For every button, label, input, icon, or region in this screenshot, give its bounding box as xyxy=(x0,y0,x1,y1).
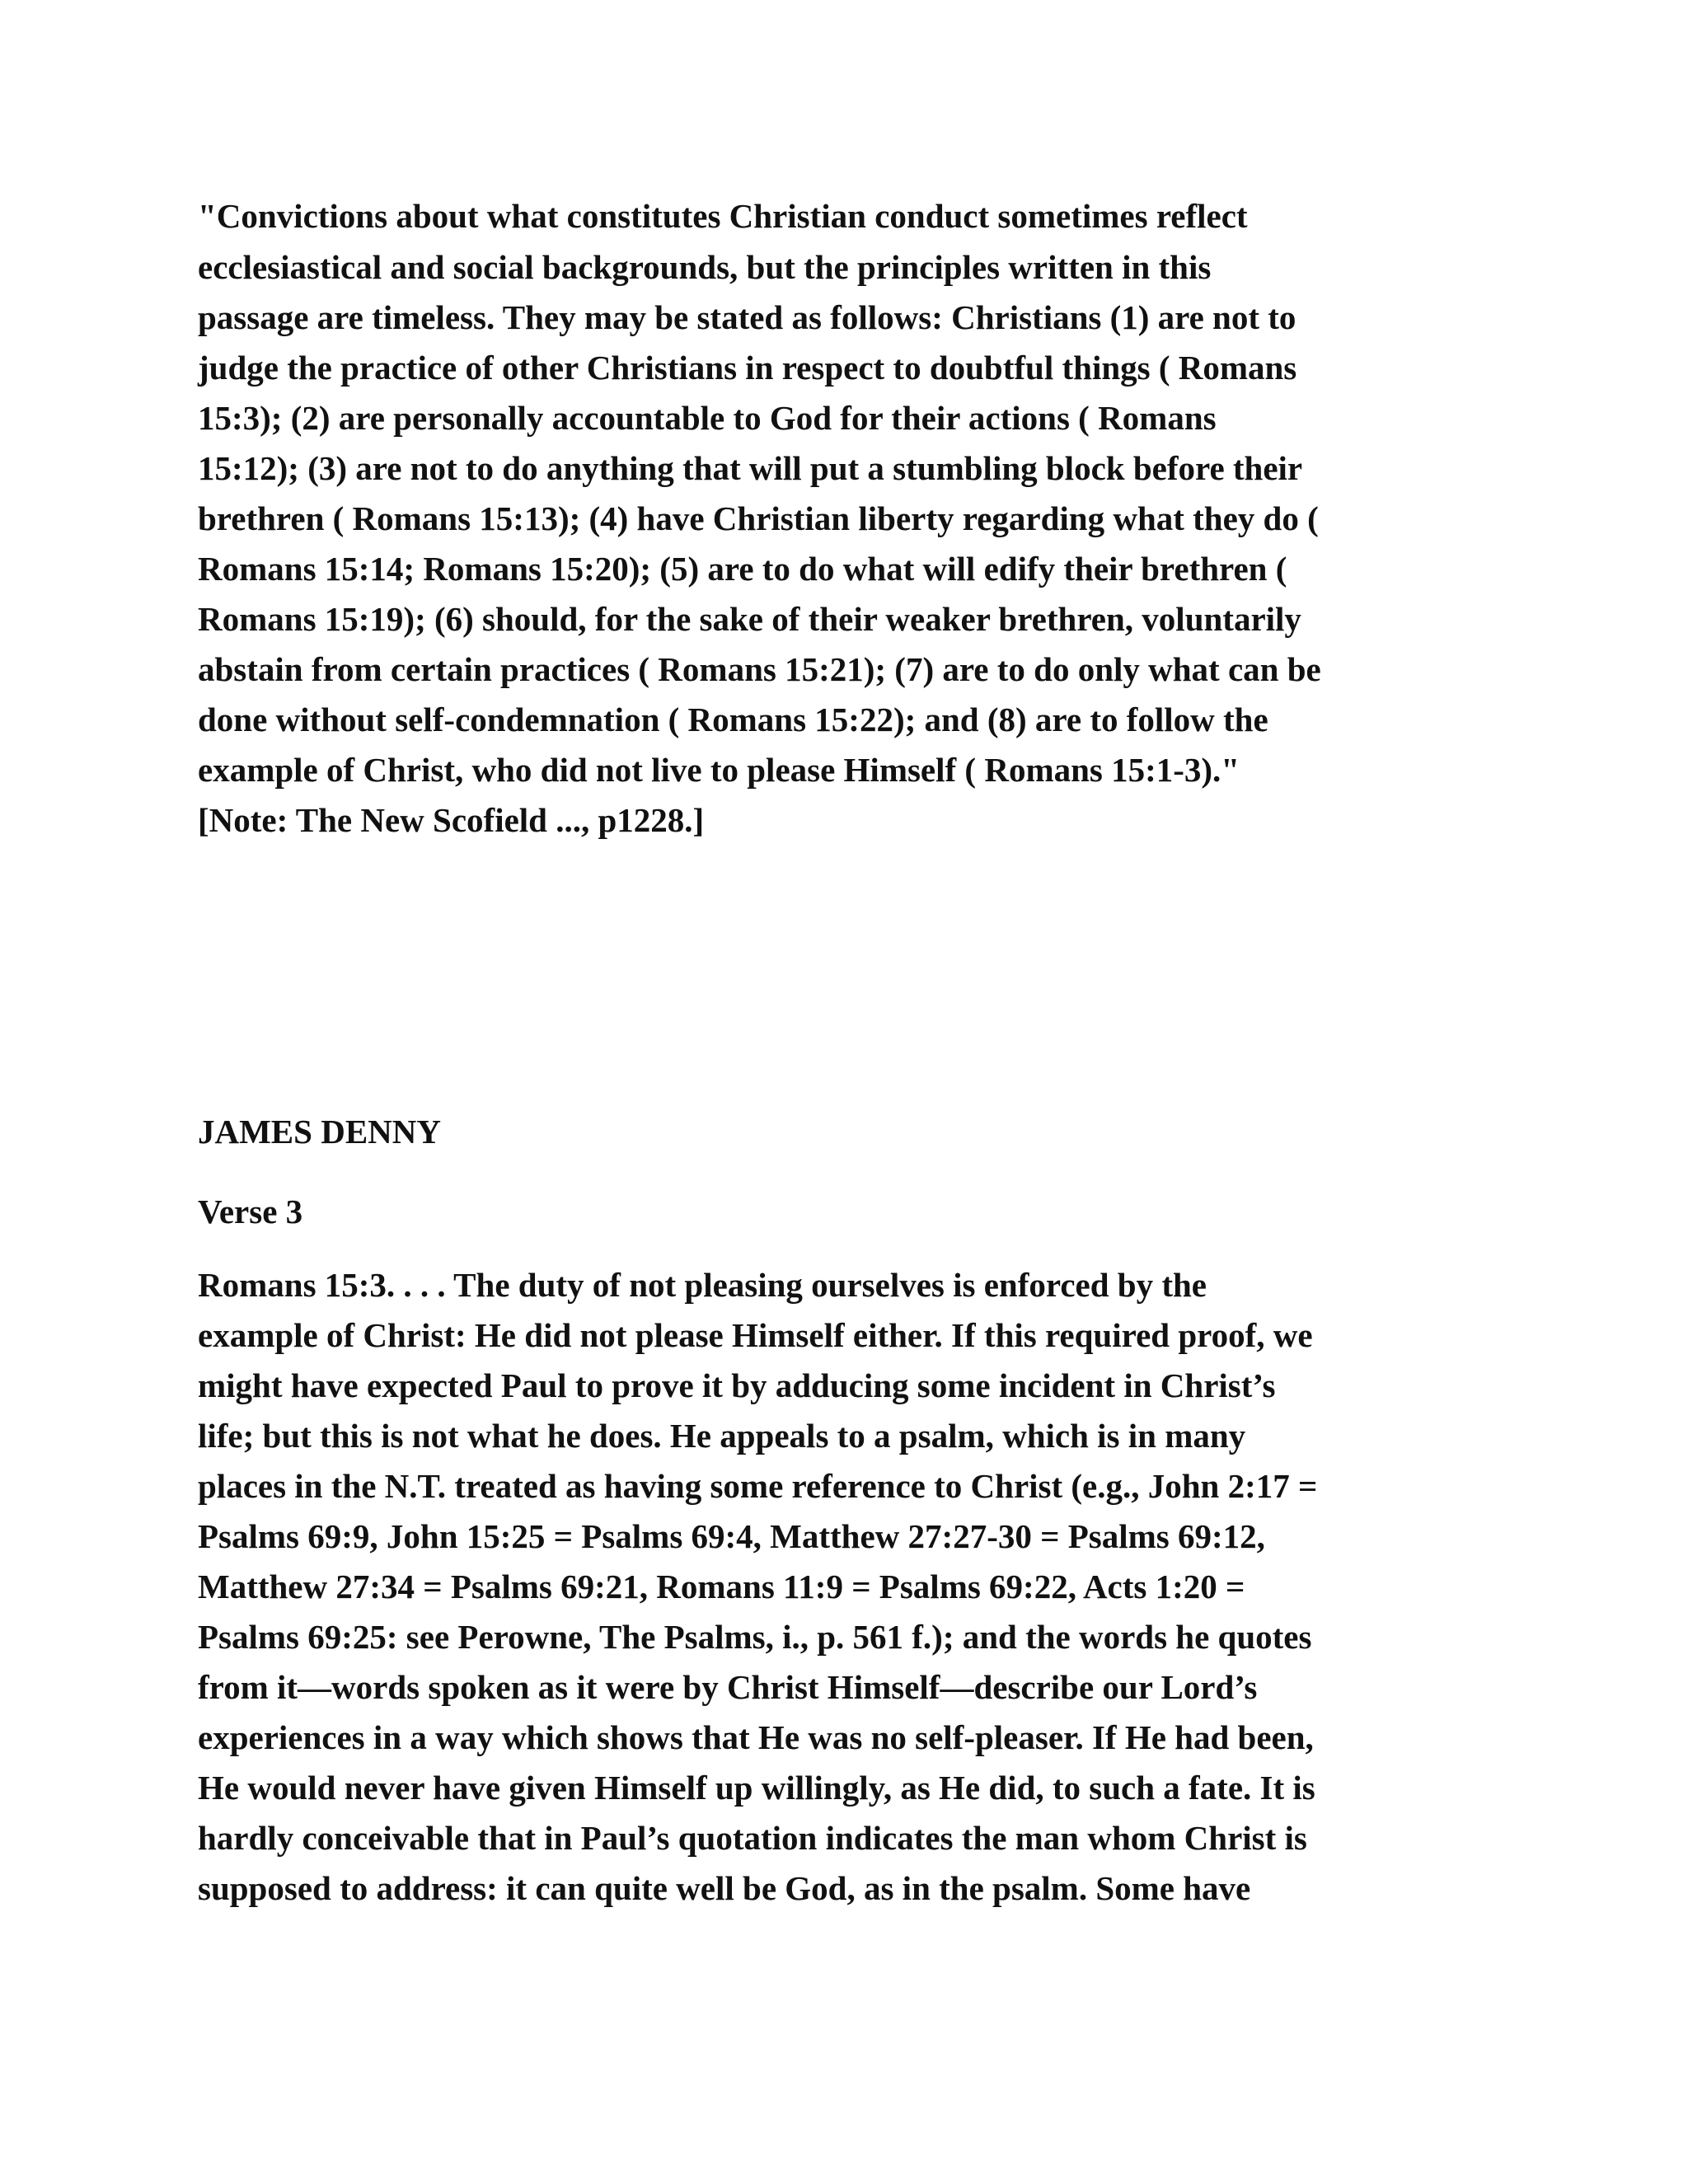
commentary-line: life; but this is not what he does. He appeals to a psalm, which is in many xyxy=(198,1417,1246,1455)
quote-line: "Convictions about what constitutes Christian conduct sometimes reflect xyxy=(198,197,1248,235)
commentary-line: Romans 15:3. . . . The duty of not pleasing ourselves is enforced by the xyxy=(198,1266,1207,1304)
commentary-line: supposed to address: it can quite well be God, as in the psalm. Some have xyxy=(198,1869,1251,1907)
quote-line: brethren ( Romans 15:13); (4) have Christian liberty regarding what they do ( xyxy=(198,499,1319,537)
quote-citation: [Note: The New Scofield ..., p1228.] xyxy=(198,801,705,839)
commentary-line: Psalms 69:9, John 15:25 = Psalms 69:4, Matthew 27:27-30 = Psalms 69:12, xyxy=(198,1517,1265,1555)
quote-line: judge the practice of other Christians in respect to doubtful things ( Romans xyxy=(198,349,1297,387)
quote-line: Romans 15:19); (6) should, for the sake of their weaker brethren, voluntarily xyxy=(198,600,1301,638)
quote-line: ecclesiastical and social backgrounds, but the principles written in this xyxy=(198,248,1212,286)
commentary-line: He would never have given Himself up willingly, as He did, to such a fate. It is xyxy=(198,1769,1315,1807)
quote-line: done without self-condemnation ( Romans 15:22); and (8) are to follow the xyxy=(198,701,1268,738)
commentary-line: from it—words spoken as it were by Christ Himself—describe our Lord’s xyxy=(198,1668,1258,1706)
quote-line: passage are timeless. They may be stated as follows: Christians (1) are not to xyxy=(198,298,1296,336)
quote-line: example of Christ, who did not live to please Himself ( Romans 15:1-3)." xyxy=(198,751,1240,789)
quote-line: Romans 15:14; Romans 15:20); (5) are to do what will edify their brethren ( xyxy=(198,550,1287,588)
commentary-line: might have expected Paul to prove it by adducing some incident in Christ’s xyxy=(198,1366,1276,1404)
commentary-line: Matthew 27:34 = Psalms 69:21, Romans 11:9 = Psalms 69:22, Acts 1:20 = xyxy=(198,1568,1245,1605)
commentary-line: hardly conceivable that in Paul’s quotation indicates the man whom Christ is xyxy=(198,1819,1307,1857)
verse-heading: Verse 3 xyxy=(198,1193,303,1230)
commentary-line: experiences in a way which shows that He was no self-pleaser. If He had been, xyxy=(198,1718,1314,1756)
commentary-line: example of Christ: He did not please Himself either. If this required proof, we xyxy=(198,1316,1313,1354)
quote-line: 15:12); (3) are not to do anything that will put a stumbling block before their xyxy=(198,449,1303,487)
commentary-line: places in the N.T. treated as having some reference to Christ (e.g., John 2:17 = xyxy=(198,1467,1318,1505)
commentary-line: Psalms 69:25: see Perowne, The Psalms, i., p. 561 f.); and the words he quotes xyxy=(198,1618,1312,1656)
quote-line: abstain from certain practices ( Romans 15:21); (7) are to do only what can be xyxy=(198,650,1321,688)
quote-line: 15:3); (2) are personally accountable to God for their actions ( Romans xyxy=(198,399,1217,437)
author-heading: JAMES DENNY xyxy=(198,1113,441,1151)
